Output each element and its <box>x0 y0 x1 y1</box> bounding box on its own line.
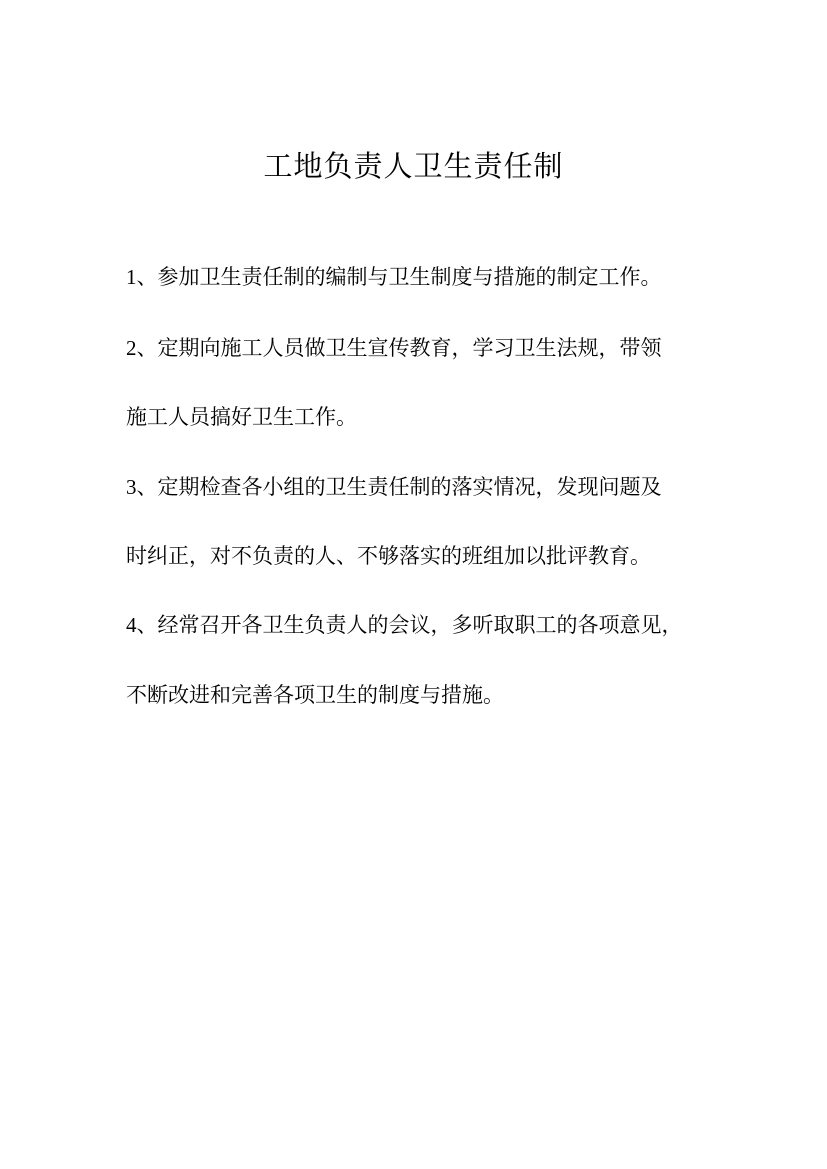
item-2-line-1 <box>126 333 662 363</box>
item-3-text: 、定期检查各小组的卫生责任制的落实情况，发现问题及 <box>136 475 662 499</box>
item-2-number: 2 <box>126 336 137 360</box>
item-1-text: 、参加卫生责任制的编制与卫生制度与措施的制定工作。 <box>136 265 662 289</box>
item-4-text: 、经常召开各卫生负责人的会议，多听取职工的各项意见， <box>136 613 683 637</box>
item-2-line-2: 施工人员搞好卫生工作。 <box>126 405 357 429</box>
document-title: 工地负责人卫生责任制 <box>263 149 564 183</box>
item-4-line-1 <box>126 610 683 640</box>
item-3-line-2: 时纠正，对不负责的人、不够落实的班组加以批评教育。 <box>126 544 651 568</box>
item-3-line-1 <box>126 472 662 502</box>
item-2-text: 、定期向施工人员做卫生宣传教育，学习卫生法规，带领 <box>136 336 662 360</box>
item-3-number: 3 <box>126 475 137 499</box>
item-4-number: 4 <box>126 613 137 637</box>
item-1-number: 1 <box>126 265 137 289</box>
item-1-line-1 <box>126 262 662 292</box>
item-4-line-2: 不断改进和完善各项卫生的制度与措施。 <box>126 683 504 707</box>
